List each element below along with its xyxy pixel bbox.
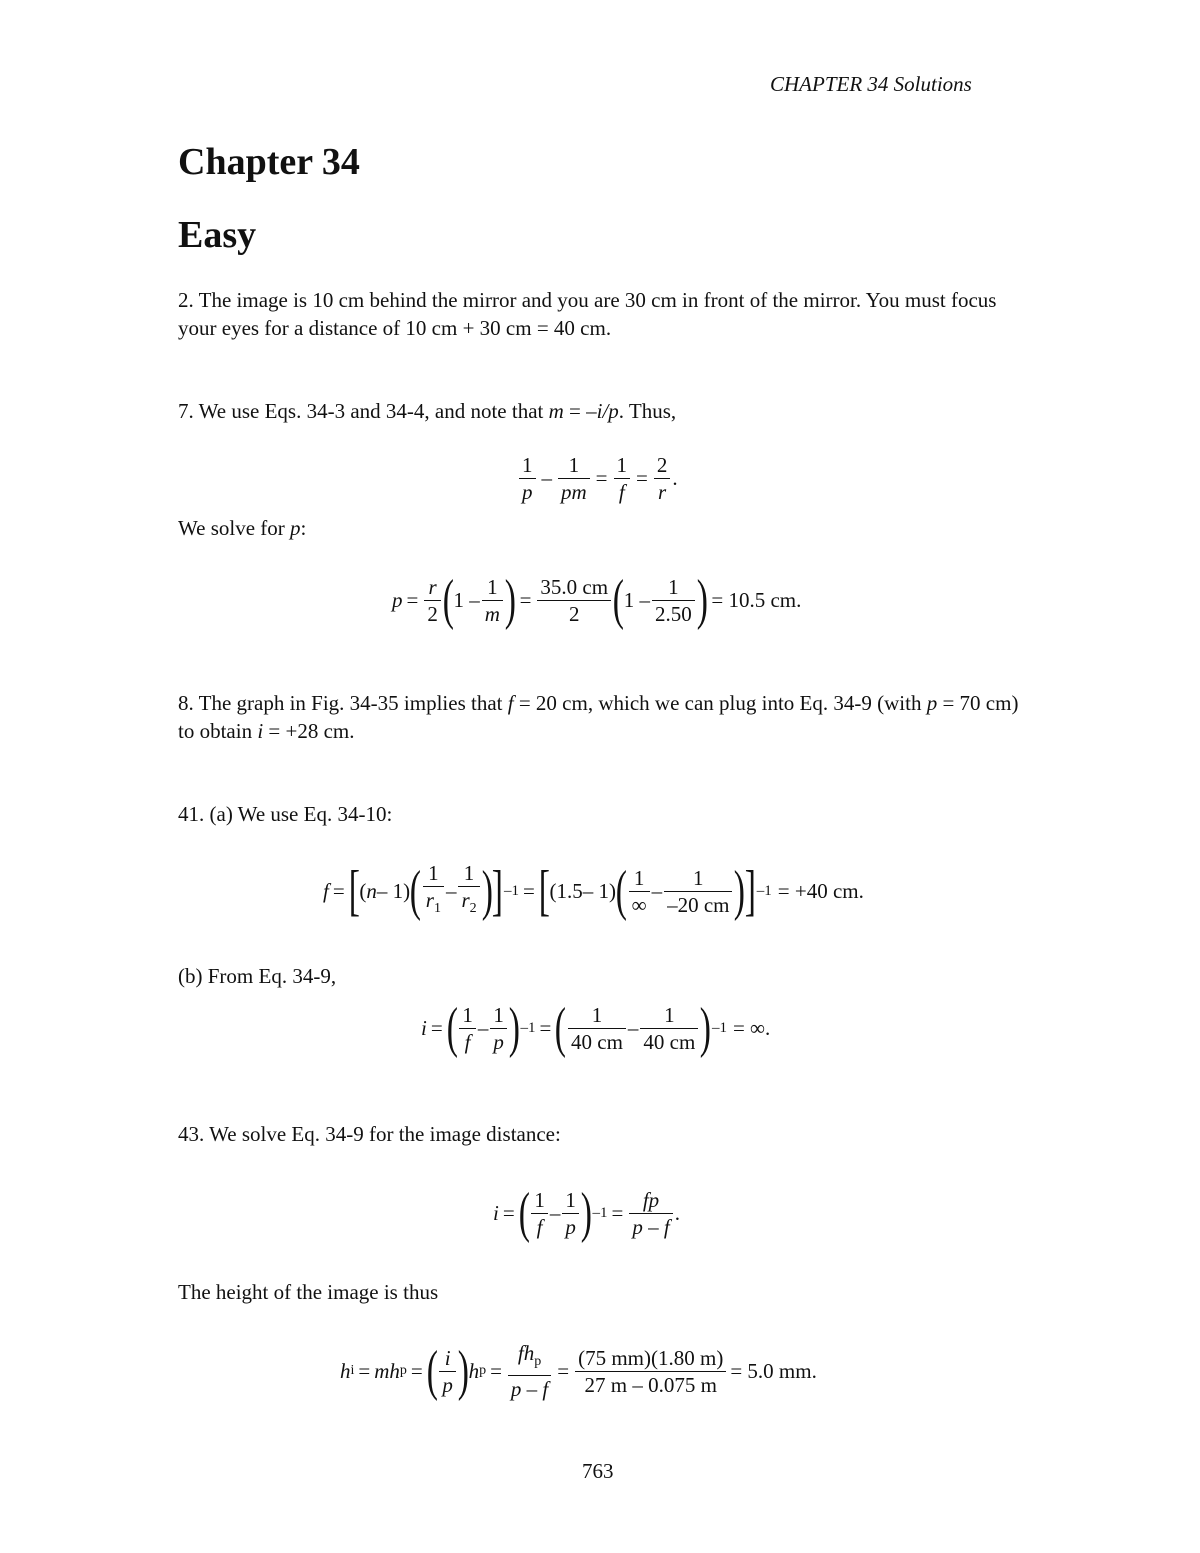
equation-image-distance: i = ( $\frac{1}{f}$ – $\frac{1}{p}$ ) –1 = ( $\frac{1}{40 cm}$ – $\frac{1}{40 cm}$ ) –1 = ∞.: [421, 997, 771, 1059]
page-number: 763: [582, 1459, 614, 1483]
chapter-title: Chapter 34: [178, 141, 360, 183]
equation-p-solution: p = $\frac{r}{2}$ ( 1 – $\frac{1}{m}$ ) = $\frac{35.0 cm}{2}$ ( 1 – $\frac{1}{2.50}$ ) = 10.5 cm.: [392, 569, 802, 631]
equation-lensmaker: f = [ ( n – 1) ( $\frac{1}{r_1}$ – $\frac{1}{r_2}$ ) ] –1 = [ ( 1.5 – 1) ( $\frac{1}{\infty}$ – $\frac{1}{-20 cm}$ ) ] –1 = +40 cm.: [323, 860, 864, 922]
problem-41b-text: (b) From Eq. 34-9,: [178, 964, 337, 988]
equation-image-height: h i = mh p = ( $\frac{i}{p}$ ) h p = $\frac{fh_p}{p - f}$ = $\frac{(75 mm)(1.80 m)}{27 m - 0.075 m}$ = 5.0 mm.: [340, 1340, 817, 1402]
problem-7-intro: 7. We use Eqs. 34-3 and 34-4, and note that m = –i/p. Thus,: [178, 399, 677, 423]
running-header: CHAPTER 34 Solutions: [770, 72, 972, 96]
equation-i-solved: i = ( $\frac{1}{f}$ – $\frac{1}{p}$ ) –1 = $\frac{fp}{p - f}$ .: [493, 1182, 680, 1244]
equation-mirror: $\frac{1}{p}$ – $\frac{1}{pm}$ = $\frac{1}{f}$ = $\frac{2}{r}$ .: [517, 452, 678, 505]
problem-41a-text: 41. (a) We use Eq. 34-10:: [178, 802, 393, 826]
problem-43-height-text: The height of the image is thus: [178, 1280, 439, 1304]
problem-8-text: 8. The graph in Fig. 34-35 implies that f = 20 cm, which we can plug into Eq. 34-9 (with p = 70 cm) to obtain i = +28 cm.: [178, 691, 1019, 743]
section-title: Easy: [178, 214, 257, 256]
problem-2-text: 2. The image is 10 cm behind the mirror and you are 30 cm in front of the mirror. You must focus your eyes for a distance of 10 cm + 30 cm = 40 cm.: [178, 288, 997, 340]
problem-43-text: 43. We solve Eq. 34-9 for the image distance:: [178, 1122, 561, 1146]
problem-7-solve: We solve for p:: [178, 516, 307, 540]
